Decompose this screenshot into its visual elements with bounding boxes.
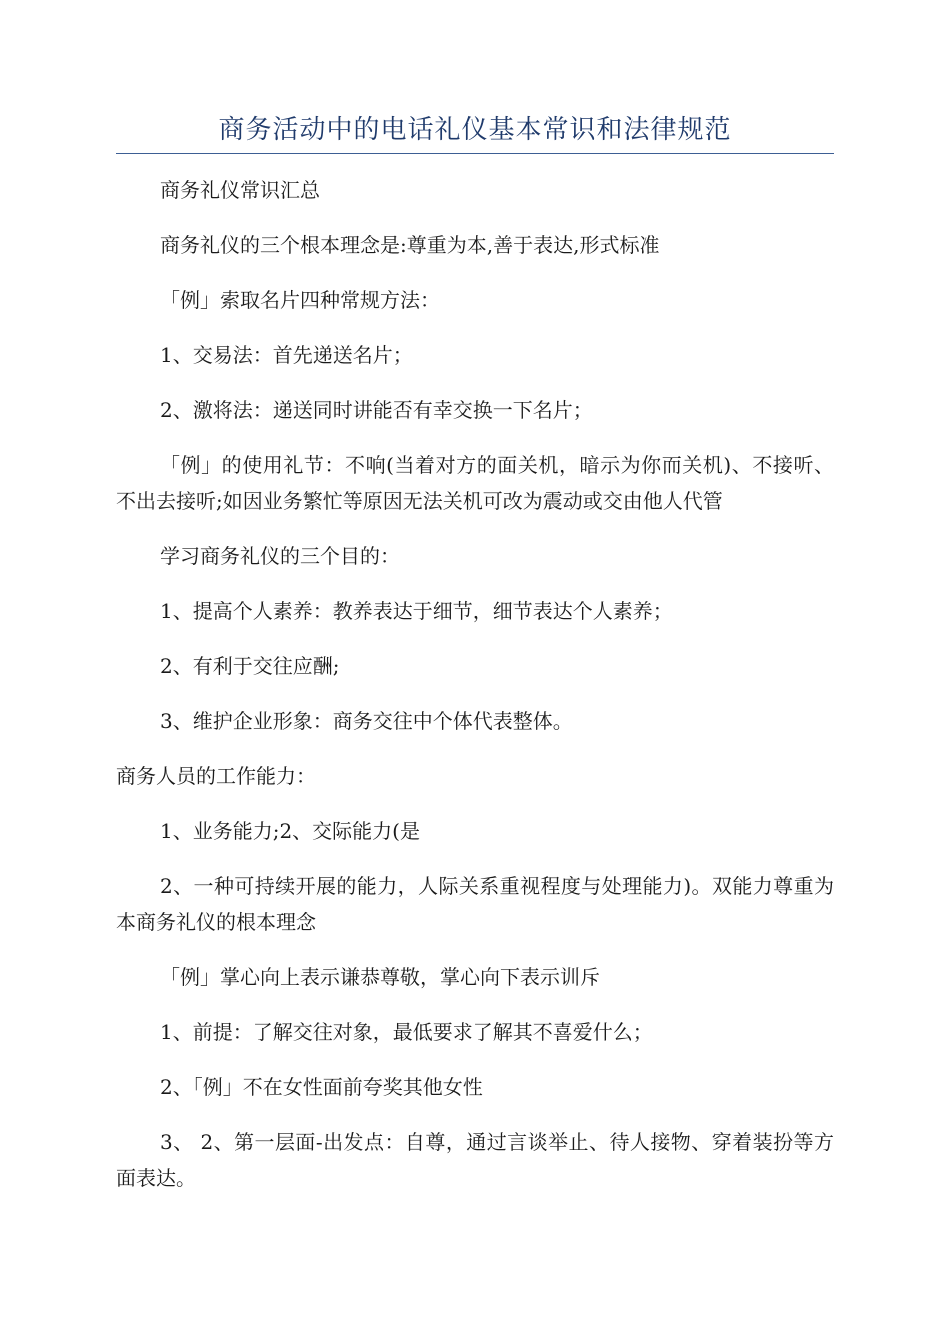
body-paragraph: 1、业务能力;2、交际能力(是 (160, 819, 420, 843)
body-paragraph: 商务礼仪的三个根本理念是:尊重为本,善于表达,形式标准 (160, 233, 660, 257)
body-paragraph: 「例」索取名片四种常规方法： (160, 288, 440, 312)
body-paragraph: 商务人员的工作能力： (116, 764, 316, 788)
document-title: 商务活动中的电话礼仪基本常识和法律规范 (218, 115, 732, 145)
body-paragraph: 1、提高个人素养：教养表达于细节，细节表达个人素养； (160, 599, 673, 623)
body-paragraph: 学习商务礼仪的三个目的： (160, 544, 400, 568)
body-paragraph: 2、「例」不在女性面前夸奖其他女性 (160, 1075, 483, 1099)
body-paragraph: 3、维护企业形象：商务交往中个体代表整体。 (160, 709, 573, 733)
body-paragraph: 1、前提：了解交往对象，最低要求了解其不喜爱什么； (160, 1020, 653, 1044)
body-paragraph: 「例」掌心向上表示谦恭尊敬，掌心向下表示训斥 (160, 965, 600, 989)
title-underline (116, 153, 834, 154)
document-body (116, 172, 834, 1215)
body-paragraph: 商务礼仪常识汇总 (160, 178, 320, 202)
body-paragraph: 1、交易法：首先递送名片； (160, 343, 413, 367)
body-paragraph: 2、激将法：递送同时讲能否有幸交换一下名片； (160, 398, 593, 422)
body-paragraph: 3、 2、第一层面-出发点：自尊，通过言谈举止、待人接物、穿着装扮等方面表达。 (116, 1130, 834, 1190)
body-paragraph: 2、有利于交往应酬; (160, 654, 340, 678)
body-paragraph: 2、一种可持续开展的能力，人际关系重视程度与处理能力)。双能力尊重为本商务礼仪的根本理念 (116, 874, 834, 934)
body-paragraph: 「例」的使用礼节：不响(当着对方的面关机，暗示为你而关机)、不接听、不出去接听;如因业务繁忙等原因无法关机可改为震动或交由他人代管 (116, 453, 834, 513)
